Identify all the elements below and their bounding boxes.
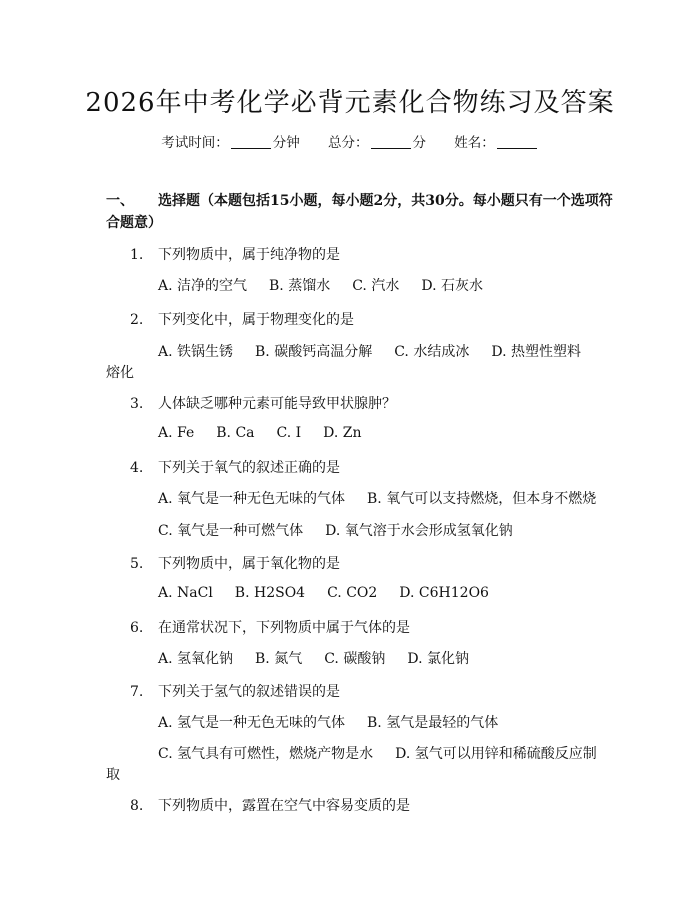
question-6-options xyxy=(158,648,491,668)
question-6 xyxy=(130,617,410,637)
question-number: 7. xyxy=(130,684,144,700)
question-7-options xyxy=(158,712,520,732)
option-c: C. CO2 xyxy=(327,585,378,601)
question-1-options xyxy=(158,275,505,295)
option-c: C. 水结成冰 xyxy=(394,344,470,360)
page-title: 2026年中考化学必背元素化合物练习及答案 xyxy=(85,88,615,118)
score-label: 总分： xyxy=(328,135,369,151)
option-b: B. Ca xyxy=(216,425,255,441)
question-stem: 下列物质中，属于纯净物的是 xyxy=(158,247,340,263)
question-1 xyxy=(130,244,340,264)
exam-meta xyxy=(0,131,700,151)
option-c: C. 汽水 xyxy=(352,278,400,294)
question-number: 1. xyxy=(130,247,144,263)
question-3 xyxy=(130,393,396,413)
time-label: 考试时间： xyxy=(161,135,229,151)
question-stem: 下列关于氢气的叙述错误的是 xyxy=(158,684,340,700)
question-number: 3. xyxy=(130,396,144,412)
question-number: 2. xyxy=(130,312,144,328)
option-c: C. 碳酸钠 xyxy=(324,651,386,667)
option-a: A. NaCl xyxy=(158,585,213,601)
option-c: C. 氢气具有可燃性，燃烧产物是水 xyxy=(158,746,374,762)
option-d: D. 氯化钠 xyxy=(407,651,469,667)
question-stem: 下列物质中，属于氧化物的是 xyxy=(158,556,340,572)
score-blank xyxy=(371,135,411,149)
option-d: D. 氧气溶于水会形成氢氧化钠 xyxy=(325,523,513,539)
time-blank xyxy=(231,135,271,149)
name-blank xyxy=(497,135,537,149)
question-number: 5. xyxy=(130,556,144,572)
exam-time xyxy=(161,131,300,151)
question-2 xyxy=(130,309,354,329)
option-wrap: 取 xyxy=(106,767,120,783)
question-stem: 下列变化中，属于物理变化的是 xyxy=(158,312,354,328)
option-b: B. H2SO4 xyxy=(234,585,306,601)
score-unit: 分 xyxy=(412,135,426,151)
option-a: A. Fe xyxy=(158,425,195,441)
section-text: 选择题（本题包括15小题，每小题2分，共30分。每小题只有一个选项符合题意） xyxy=(106,193,613,231)
question-number: 8. xyxy=(130,798,144,814)
option-a: A. 氢氧化钠 xyxy=(158,651,234,667)
total-score xyxy=(328,131,426,151)
section-number: 一、 xyxy=(106,193,134,209)
option-d: D. Zn xyxy=(323,425,362,441)
option-b: B. 蒸馏水 xyxy=(269,278,331,294)
time-unit: 分钟 xyxy=(272,135,300,151)
option-a: A. 氢气是一种无色无味的气体 xyxy=(158,715,346,731)
option-wrap: 熔化 xyxy=(106,365,134,381)
student-name xyxy=(454,131,539,151)
question-stem: 人体缺乏哪种元素可能导致甲状腺肿？ xyxy=(158,396,396,412)
option-a: A. 洁净的空气 xyxy=(158,278,248,294)
question-number: 6. xyxy=(130,620,144,636)
question-8 xyxy=(130,795,410,815)
question-5-options xyxy=(158,585,511,601)
question-7-options-row2 xyxy=(158,743,597,763)
name-label: 姓名： xyxy=(454,135,495,151)
question-3-options xyxy=(158,425,384,441)
question-stem: 在通常状况下，下列物质中属于气体的是 xyxy=(158,620,410,636)
option-b: B. 氧气可以支持燃烧，但本身不燃烧 xyxy=(367,491,597,507)
question-4-options-row2 xyxy=(158,520,535,540)
question-4-options xyxy=(158,488,596,508)
option-b: B. 氢气是最轻的气体 xyxy=(367,715,499,731)
option-a: A. 铁锅生锈 xyxy=(158,344,234,360)
question-4 xyxy=(130,457,340,477)
option-b: B. 碳酸钙高温分解 xyxy=(255,344,373,360)
question-2-options xyxy=(158,341,581,361)
option-d: D. 石灰水 xyxy=(421,278,483,294)
question-number: 4. xyxy=(130,460,144,476)
option-a: A. 氧气是一种无色无味的气体 xyxy=(158,491,346,507)
option-d: D. C6H12O6 xyxy=(399,585,489,601)
option-c: C. I xyxy=(276,425,302,441)
question-stem: 下列物质中，露置在空气中容易变质的是 xyxy=(158,798,410,814)
question-stem: 下列关于氧气的叙述正确的是 xyxy=(158,460,340,476)
option-c: C. 氧气是一种可燃气体 xyxy=(158,523,304,539)
option-d: D. 氢气可以用锌和稀硫酸反应制 xyxy=(395,746,597,762)
option-b: B. 氮气 xyxy=(255,651,303,667)
question-7 xyxy=(130,681,340,701)
question-5 xyxy=(130,553,340,573)
section-heading xyxy=(106,190,616,234)
option-d: D. 热塑性塑料 xyxy=(491,344,581,360)
